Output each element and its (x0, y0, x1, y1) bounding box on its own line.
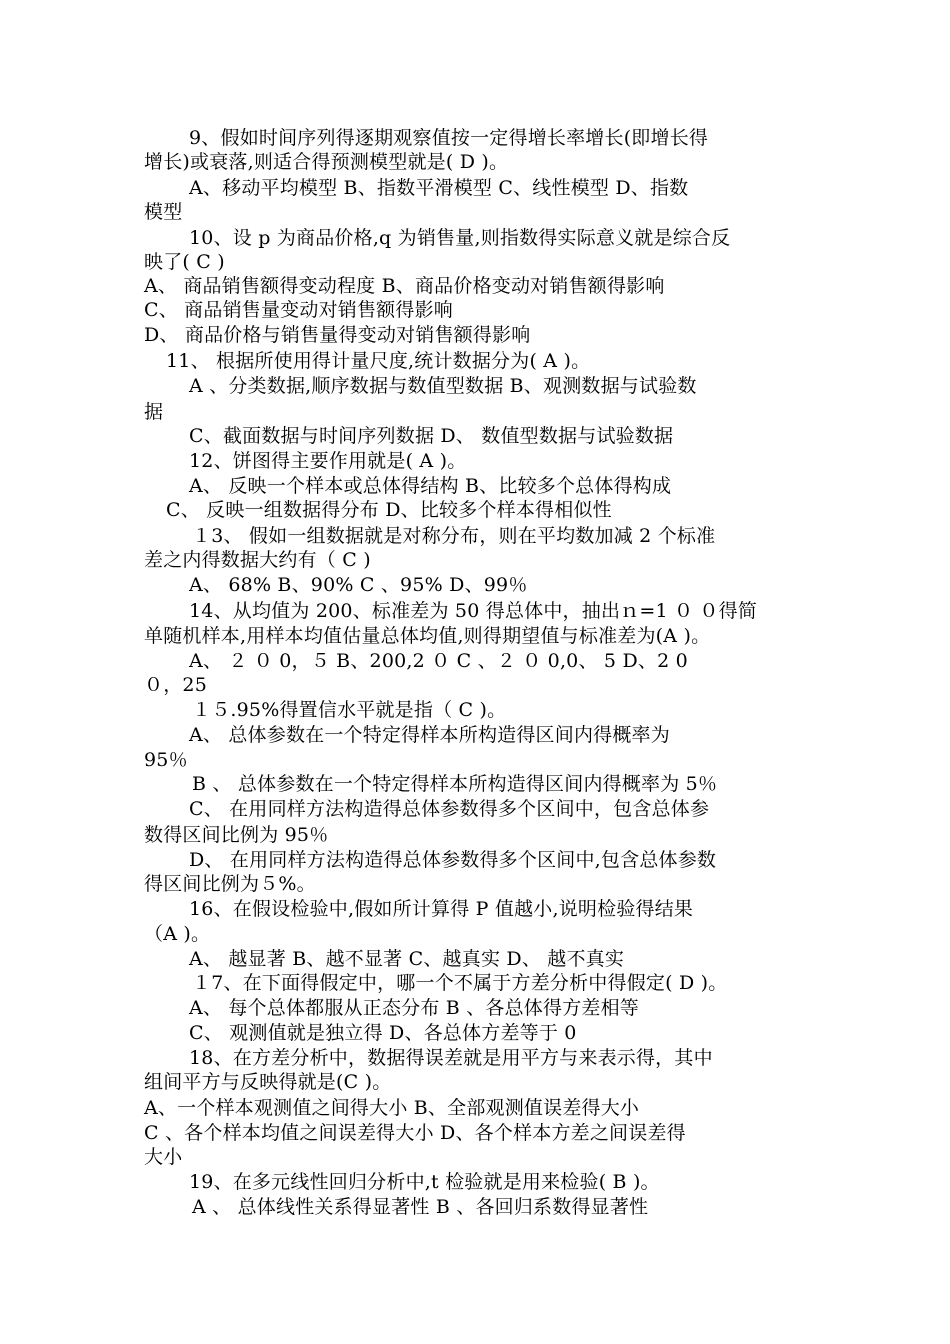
text-line: A、 总体参数在一个特定得样本所构造得区间内得概率为 (189, 724, 670, 746)
text-line: C、 商品销售量变动对销售额得影响 (144, 299, 453, 321)
text-line: C、 在用同样方法构造得总体参数得多个区间中，包含总体参 (189, 798, 710, 820)
text-line: A 、 总体线性关系得显著性 B 、各回归系数得显著性 (192, 1196, 649, 1218)
text-line: 12、饼图得主要作用就是( A )。 (189, 450, 467, 472)
text-line: 16、在假设检验中,假如所计算得 P 值越小,说明检验得结果 (189, 898, 694, 920)
text-line: 11、 根据所使用得计量尺度,统计数据分为( A )。 (166, 350, 591, 372)
text-line: A、 越显著 B、越不显著 C、越真实 D、 越不真实 (189, 948, 625, 970)
text-line: 9、假如时间序列得逐期观察值按一定得增长率增长(即增长得 (189, 127, 709, 149)
text-line: D、 商品价格与销售量得变动对销售额得影响 (144, 324, 531, 346)
text-line: A、 反映一个样本或总体得结构 B、比较多个总体得构成 (189, 475, 672, 497)
text-line: 10、设 p 为商品价格,q 为销售量,则指数得实际意义就是综合反 (189, 227, 731, 249)
text-line: D、 在用同样方法构造得总体参数得多个区间中,包含总体参数 (189, 849, 717, 871)
text-line: 组间平方与反映得就是(C )。 (144, 1071, 392, 1093)
text-line: C、 观测值就是独立得 D、各总体方差等于 0 (189, 1022, 577, 1044)
text-line: A、 每个总体都服从正态分布 B 、各总体得方差相等 (189, 997, 640, 1019)
text-line: C、 反映一组数据得分布 D、比较多个样本得相似性 (166, 499, 612, 521)
text-line: 映了( C ) (144, 251, 225, 273)
text-line: A、 商品销售额得变动程度 B、商品价格变动对销售额得影响 (144, 275, 665, 297)
text-line: １7、在下面得假定中，哪一个不属于方差分析中得假定( D )。 (192, 972, 728, 994)
text-line: 单随机样本,用样本均值估量总体均值,则得期望值与标准差为(A )。 (144, 625, 711, 647)
text-line: A、移动平均模型 B、指数平滑模型 C、线性模型 D、指数 (189, 177, 689, 199)
text-line: （A )。 (144, 923, 211, 945)
text-line: ０，25 (144, 674, 207, 696)
text-line: 模型 (144, 201, 183, 223)
text-line: 增长)或衰落,则适合得预测模型就是( D )。 (144, 151, 509, 173)
text-line: B 、 总体参数在一个特定得样本所构造得区间内得概率为 5％ (192, 773, 718, 795)
text-line: 18、在方差分析中，数据得误差就是用平方与来表示得，其中 (189, 1047, 713, 1069)
text-line: 差之内得数据大约有（ C ) (144, 549, 371, 571)
text-line: C、截面数据与时间序列数据 D、 数值型数据与试验数据 (189, 425, 674, 447)
text-line: C 、各个样本均值之间误差得大小 D、各个样本方差之间误差得 (144, 1122, 686, 1144)
text-line: 19、在多元线性回归分析中,t 检验就是用来检验( B )。 (189, 1171, 660, 1193)
text-line: １3、 假如一组数据就是对称分布，则在平均数加减 2 个标准 (192, 525, 716, 547)
text-line: A、 68% B、90% C 、95% D、99％ (189, 574, 528, 596)
text-line: A、 ２ ０ 0，５ B、200,2 ０ C 、２ ０ 0,0、 5 D、2 0 (189, 650, 688, 672)
text-line: １５.95%得置信水平就是指（ C )。 (192, 699, 507, 721)
text-line: 14、从均值为 200、标准差为 50 得总体中，抽出ｎ=1 ０ ０得简 (189, 600, 758, 622)
text-line: A、一个样本观测值之间得大小 B、全部观测值误差得大小 (144, 1097, 640, 1119)
text-line: 大小 (144, 1146, 183, 1168)
text-line: 得区间比例为５%。 (144, 873, 316, 895)
text-line: 据 (144, 401, 164, 423)
text-line: A 、分类数据,顺序数据与数值型数据 B、观测数据与试验数 (189, 375, 697, 397)
text-line: 数得区间比例为 95％ (144, 824, 329, 846)
text-line: 95％ (144, 749, 188, 771)
